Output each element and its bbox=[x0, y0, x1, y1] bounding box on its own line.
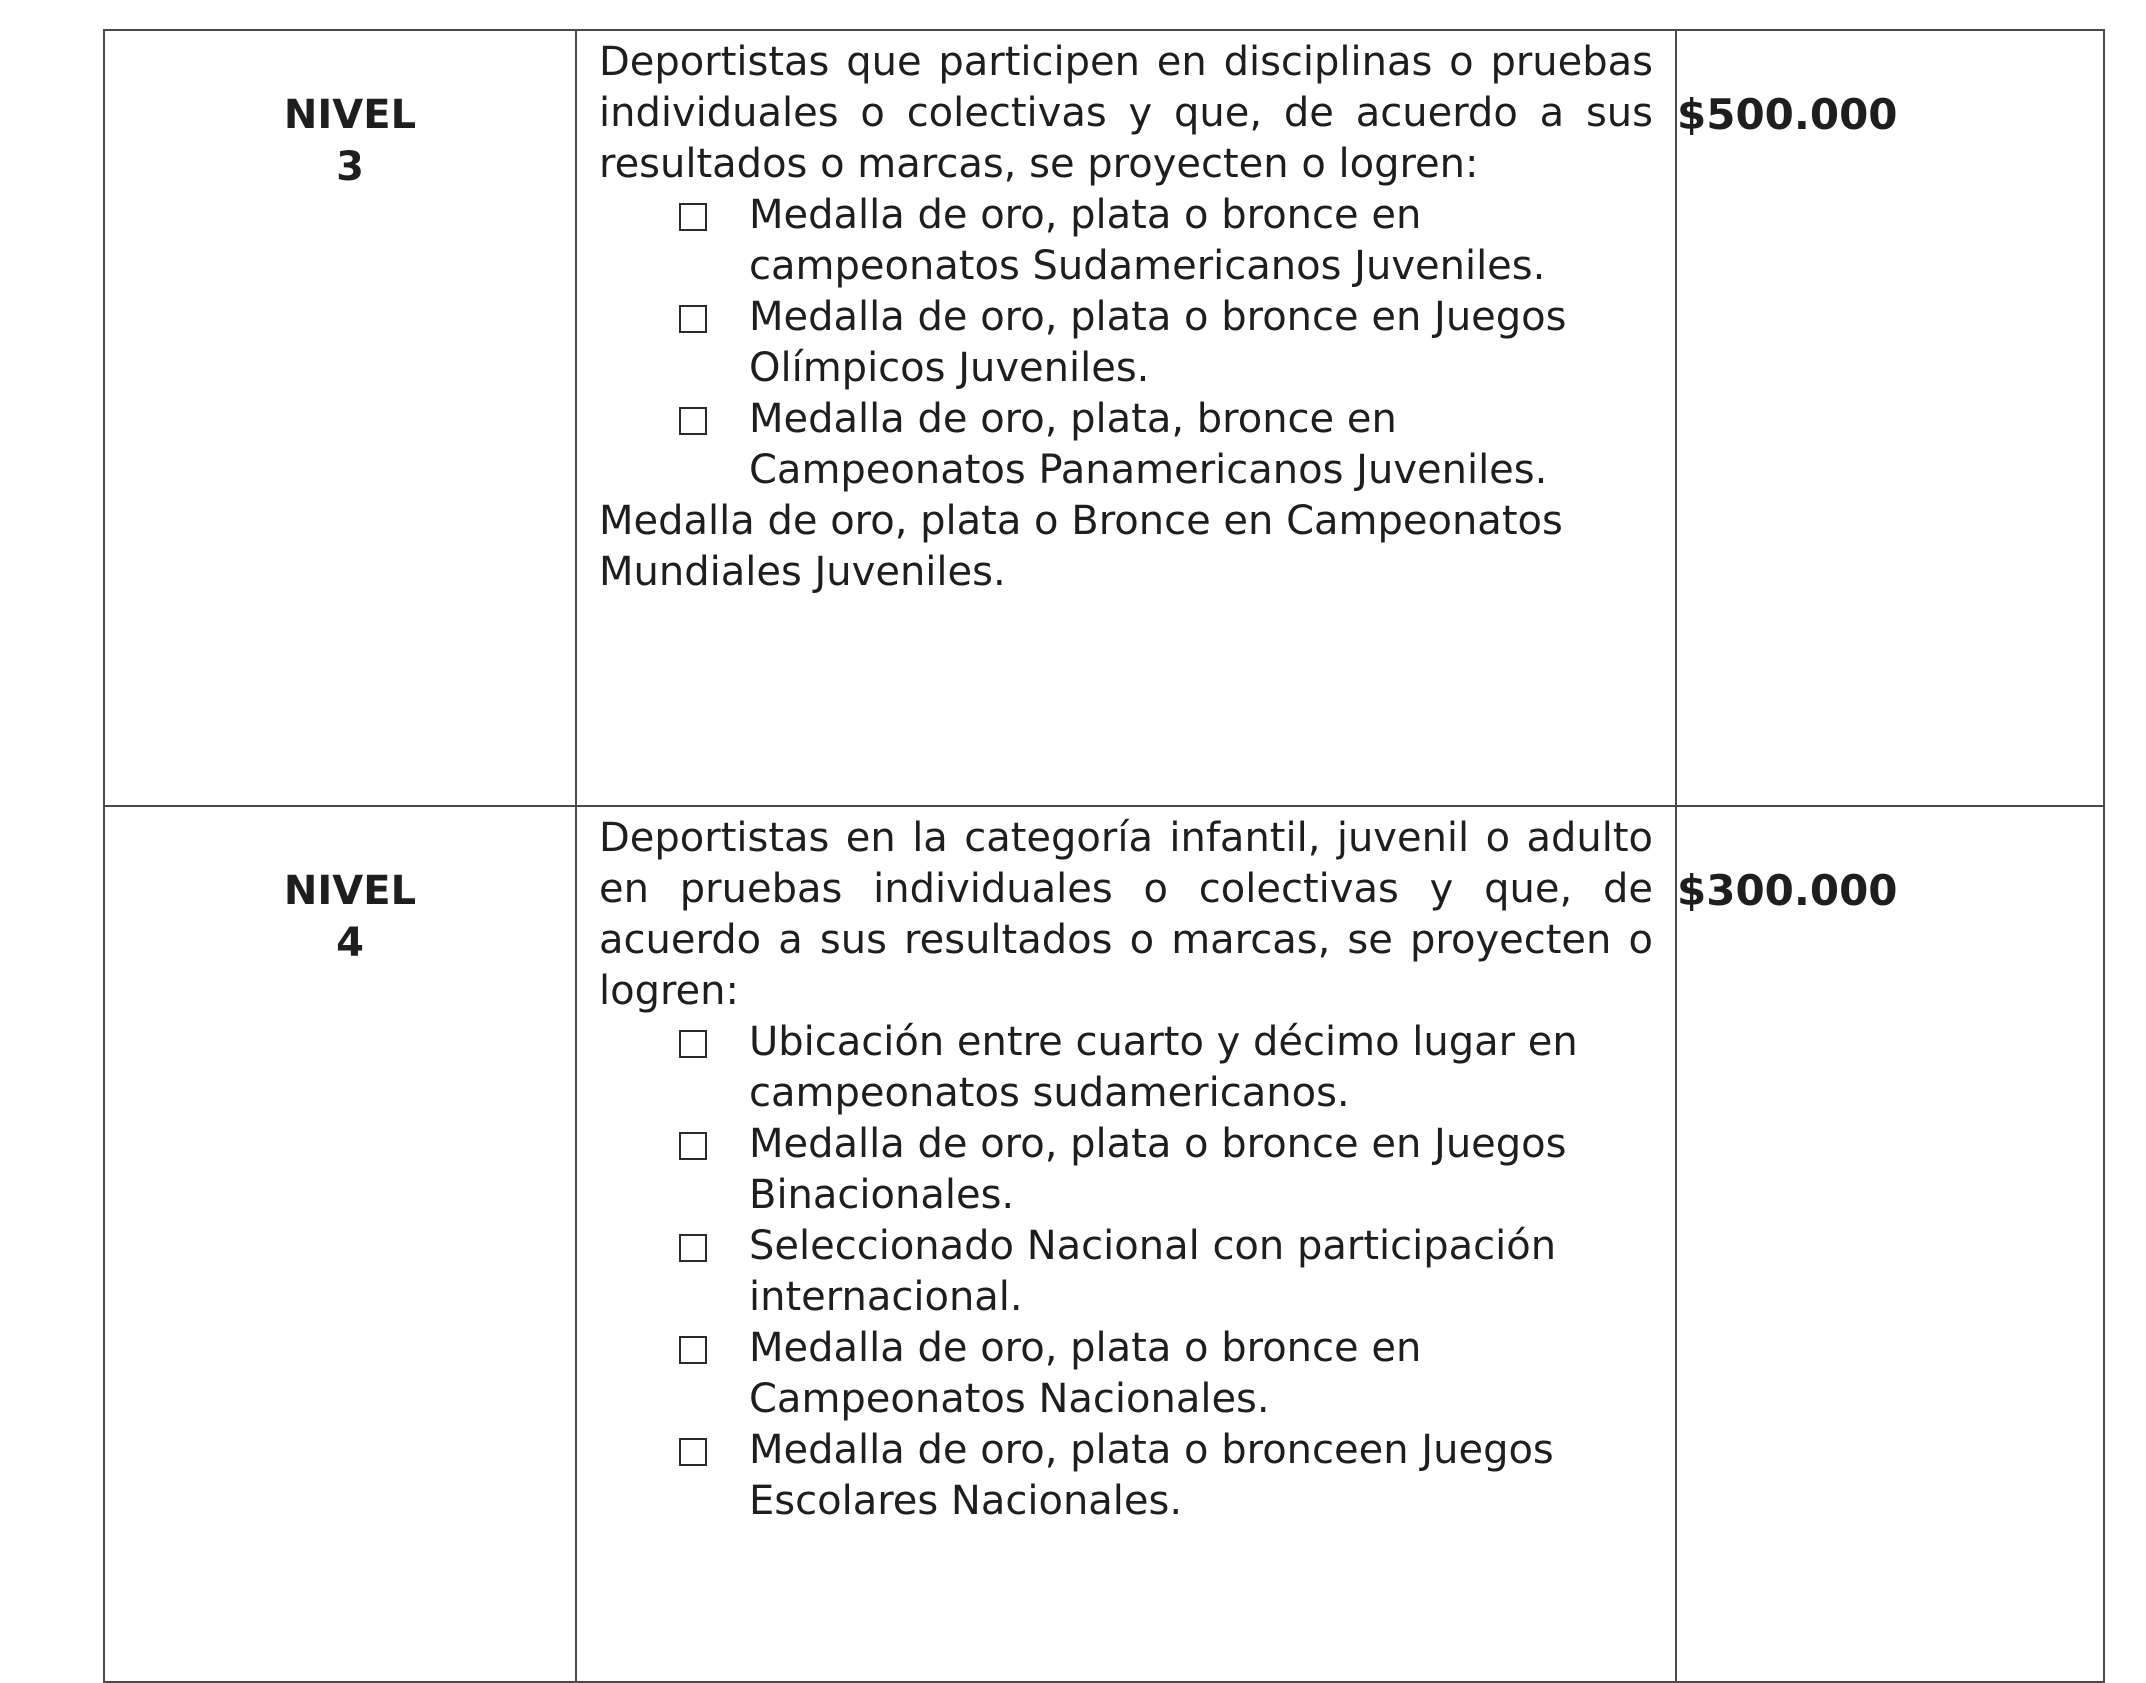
description-intro: Deportistas que participen en disciplinas o pruebas individuales o colectivas y que, de acuerdo a sus resultados o marcas, se proyecten o logren: bbox=[599, 39, 1653, 187]
level-cell bbox=[104, 806, 576, 1682]
amount-cell bbox=[1676, 30, 2104, 806]
description-cell bbox=[576, 806, 1676, 1682]
checkbox-icon bbox=[679, 1438, 707, 1466]
checkbox-icon bbox=[679, 203, 707, 231]
list-item bbox=[679, 1221, 1653, 1323]
checkbox-icon bbox=[679, 305, 707, 333]
support-levels-table bbox=[103, 29, 2105, 1683]
checkbox-icon bbox=[679, 407, 707, 435]
level-label: NIVEL bbox=[283, 868, 417, 914]
level-number: 3 bbox=[336, 144, 364, 190]
list-item-text: Medalla de oro, plata o bronce en campeonatos Sudamericanos Juveniles. bbox=[749, 192, 1546, 289]
description-cell bbox=[576, 30, 1676, 806]
list-item bbox=[679, 190, 1653, 292]
list-item bbox=[679, 1017, 1653, 1119]
list-item bbox=[679, 1425, 1653, 1527]
list-item-text: Medalla de oro, plata o bronce en Juegos Binacionales. bbox=[749, 1121, 1567, 1218]
amount-cell bbox=[1676, 806, 2104, 1682]
amount-value: $300.000 bbox=[1677, 866, 1898, 915]
list-item-text: Medalla de oro, plata o bronceen Juegos Escolares Nacionales. bbox=[749, 1427, 1554, 1524]
level-cell bbox=[104, 30, 576, 806]
list-item-text: Ubicación entre cuarto y décimo lugar en campeonatos sudamericanos. bbox=[749, 1019, 1578, 1116]
table-row-nivel-3 bbox=[104, 30, 2104, 806]
checkbox-icon bbox=[679, 1234, 707, 1262]
table-row-nivel-4 bbox=[104, 806, 2104, 1682]
list-item-text: Medalla de oro, plata o bronce en Juegos Olímpicos Juveniles. bbox=[749, 294, 1567, 391]
criteria-list bbox=[599, 1017, 1653, 1527]
amount-value: $500.000 bbox=[1677, 90, 1898, 139]
list-item bbox=[679, 1323, 1653, 1425]
checkbox-icon bbox=[679, 1030, 707, 1058]
list-item-text: Medalla de oro, plata, bronce en Campeonatos Panamericanos Juveniles. bbox=[749, 396, 1548, 493]
list-item bbox=[679, 292, 1653, 394]
list-item bbox=[679, 1119, 1653, 1221]
level-label: NIVEL bbox=[283, 92, 417, 138]
description-outro: Medalla de oro, plata o Bronce en Campeonatos Mundiales Juveniles. bbox=[599, 498, 1563, 595]
checkbox-icon bbox=[679, 1336, 707, 1364]
list-item-text: Medalla de oro, plata o bronce en Campeonatos Nacionales. bbox=[749, 1325, 1422, 1422]
list-item bbox=[679, 394, 1653, 496]
list-item-text: Seleccionado Nacional con participación internacional. bbox=[749, 1223, 1557, 1320]
criteria-list bbox=[599, 190, 1653, 496]
level-number: 4 bbox=[336, 920, 364, 966]
checkbox-icon bbox=[679, 1132, 707, 1160]
description-intro: Deportistas en la categoría infantil, juvenil o adulto en pruebas individuales o colectivas y que, de acuerdo a sus resultados o marcas, se proyecten o logren: bbox=[599, 815, 1653, 1014]
